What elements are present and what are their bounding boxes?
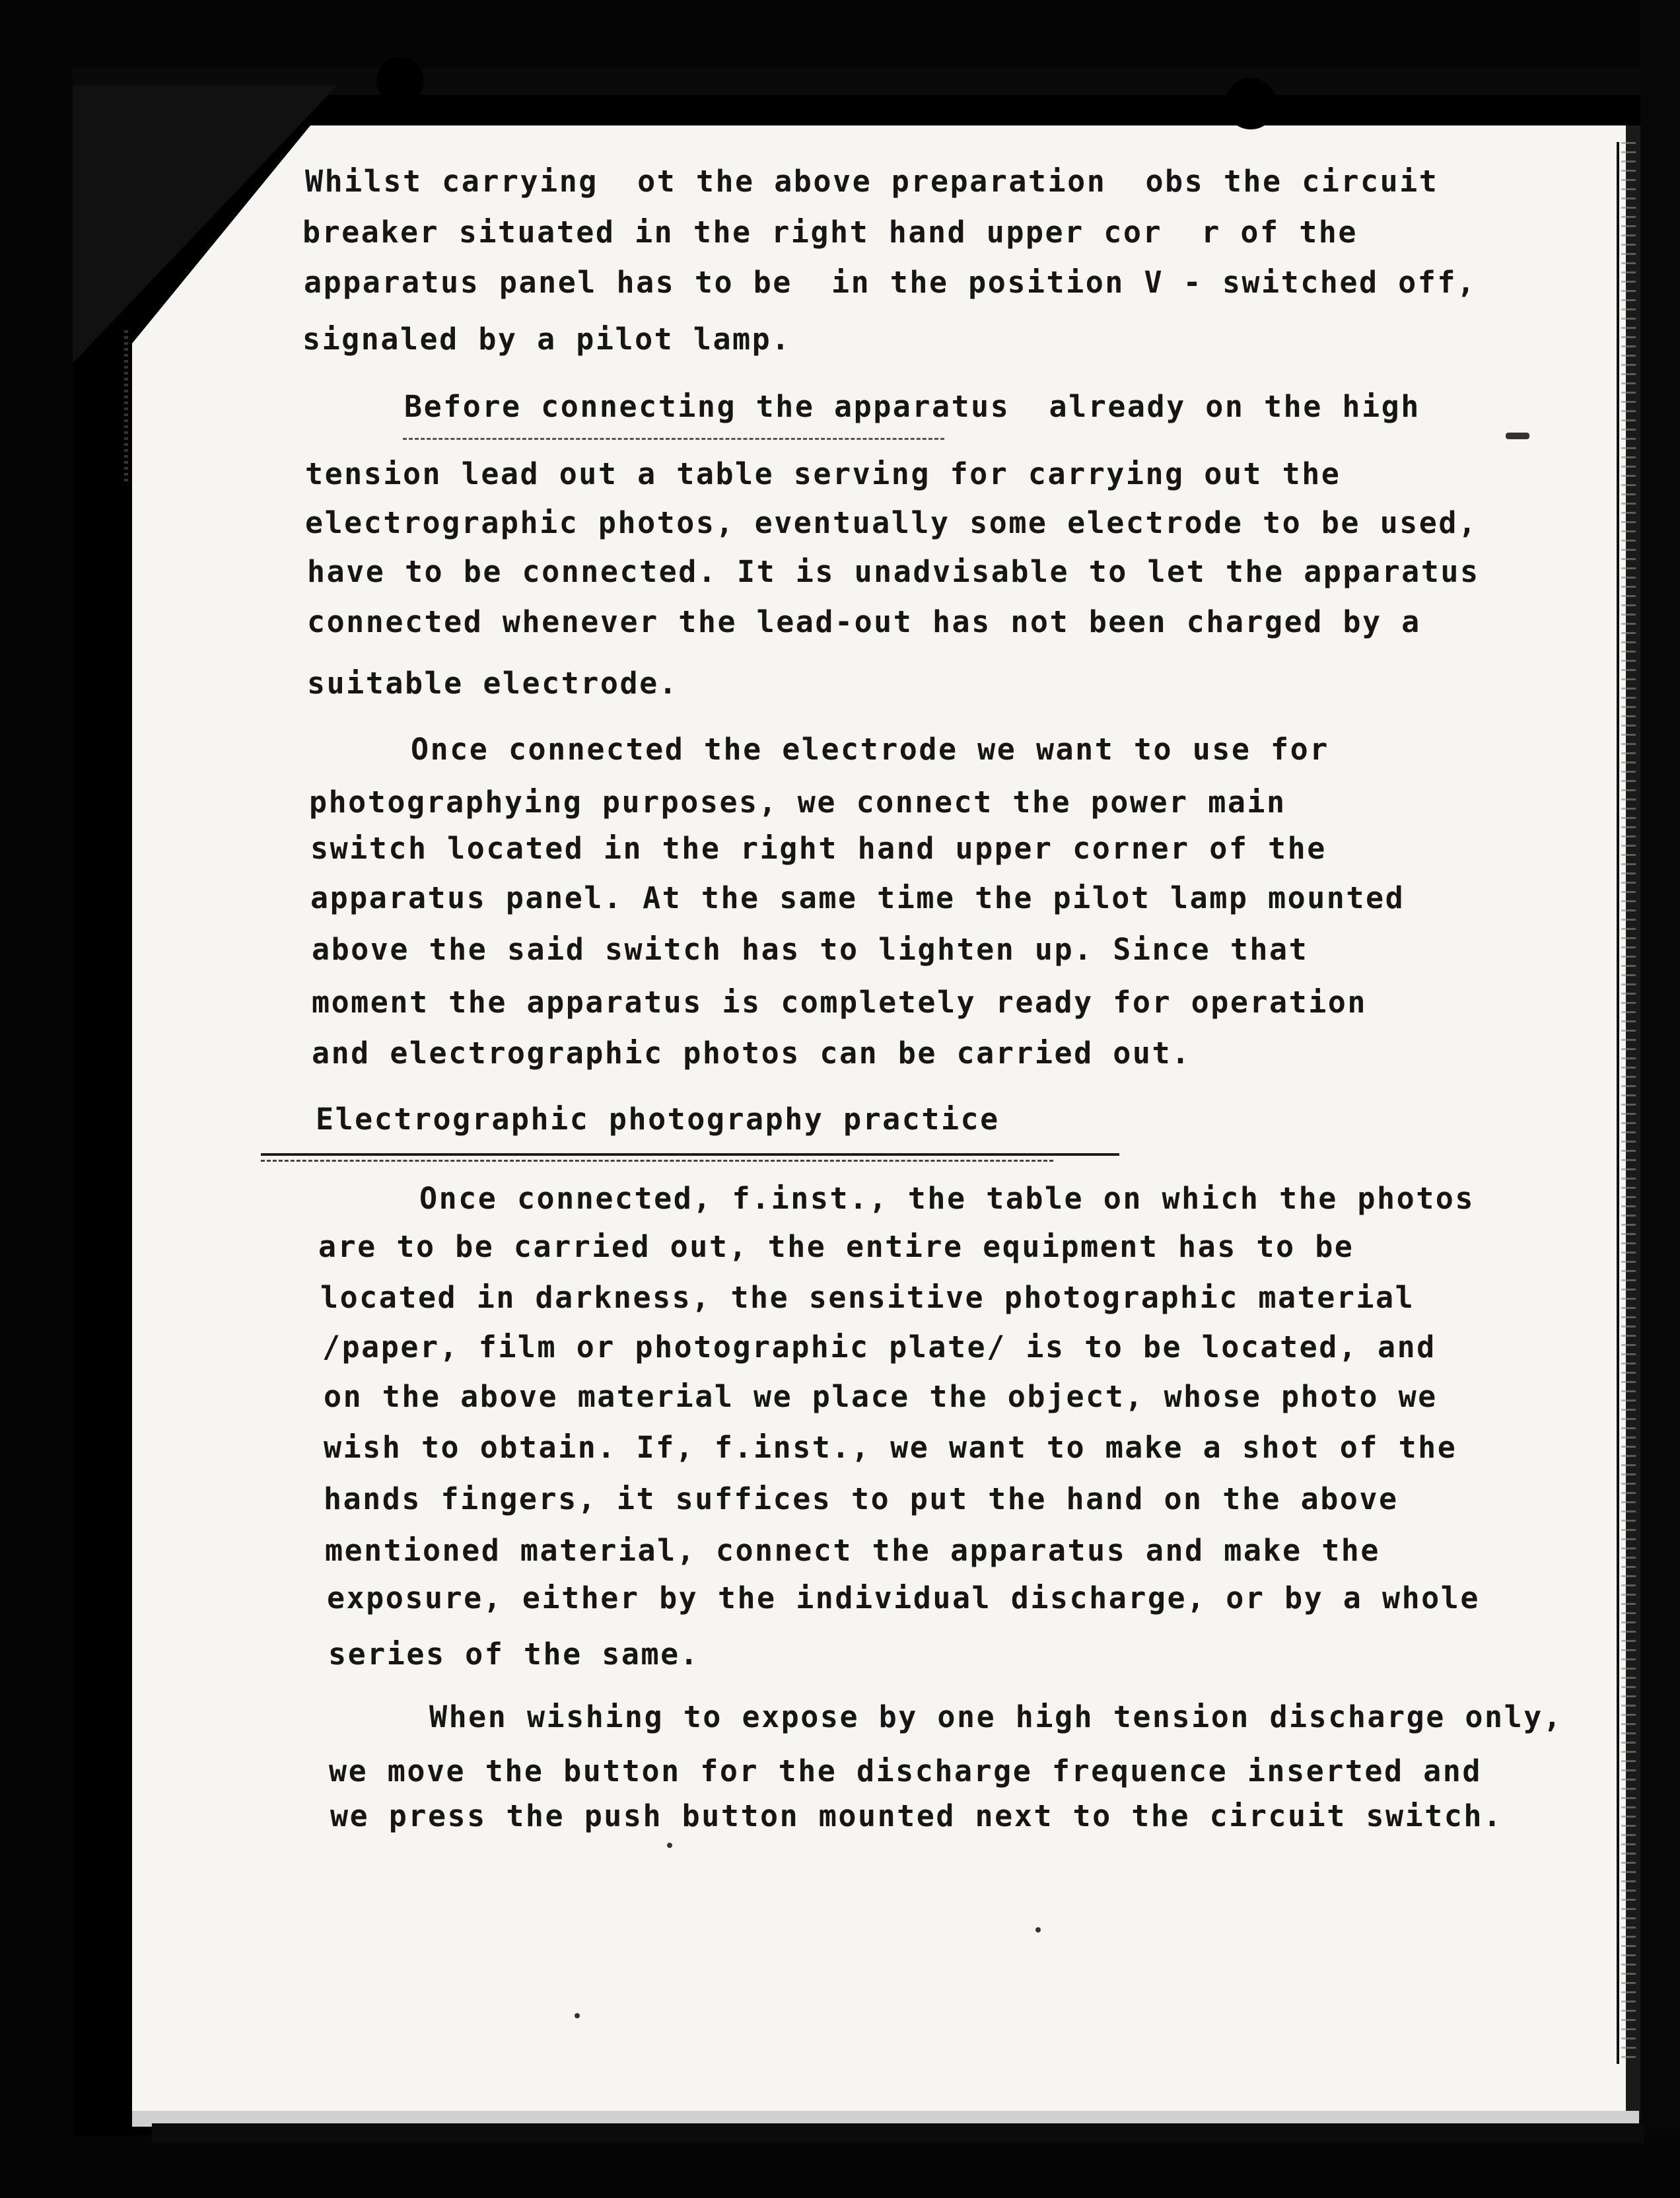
paragraph-5-line-4: /paper, film or photographic plate/ is to be located, and	[322, 1329, 1436, 1365]
paragraph-5-line-9: exposure, either by the individual discharge, or by a whole	[327, 1580, 1480, 1615]
paragraph-3-line-2: photographying purposes, we connect the power main	[309, 785, 1286, 820]
paragraph-3-line-1: Once connected the electrode we want to use for	[411, 732, 1329, 767]
section-heading-underline	[261, 1153, 1119, 1156]
paragraph-3-line-6: moment the apparatus is completely ready for operation	[312, 985, 1367, 1020]
paragraph-5-line-10: series of the same.	[328, 1637, 700, 1672]
paragraph-1-line-2: breaker situated in the right hand upper cor r of the	[302, 215, 1358, 250]
scan-speck	[667, 1843, 672, 1848]
paragraph-2-line-2: tension lead out a table serving for carrying out the	[305, 456, 1341, 491]
paragraph-5-line-5: on the above material we place the object, whose photo we	[324, 1379, 1438, 1414]
paragraph-1-line-1: Whilst carrying ot the above preparation obs the circuit	[305, 164, 1439, 199]
paragraph-6-line-2: we move the button for the discharge frequence inserted and	[329, 1754, 1482, 1789]
paragraph-3-line-4: apparatus panel. At the same time the pilot lamp mounted	[310, 880, 1405, 915]
paragraph-3-line-5: above the said switch has to lighten up. Since that	[312, 932, 1309, 967]
paragraph-6-line-3: we press the push button mounted next to the circuit switch.	[330, 1798, 1503, 1833]
section-heading: Electrographic photography practice	[316, 1102, 1000, 1137]
paragraph-3-line-7: and electrographic photos can be carried out.	[312, 1036, 1191, 1071]
paragraph-2-line-3: electrographic photos, eventually some electrode to be used,	[305, 505, 1478, 540]
scan-speck	[1506, 433, 1529, 439]
paragraph-3-line-3: switch located in the right hand upper corner of the	[310, 831, 1327, 866]
paragraph-2-line-6: suitable electrode.	[307, 666, 679, 701]
paragraph-5-line-1: Once connected, f.inst., the table on which the photos	[419, 1181, 1475, 1216]
paragraph-5-line-8: mentioned material, connect the apparatus and make the	[325, 1533, 1380, 1568]
paragraph-1-line-4: signaled by a pilot lamp.	[302, 322, 791, 357]
scan-speck	[575, 2013, 580, 2018]
paragraph-1-line-3: apparatus panel has to be in the position V - switched off,	[304, 265, 1477, 300]
paragraph-5-line-6: wish to obtain. If, f.inst., we want to make a shot of the	[324, 1430, 1457, 1465]
paragraph-2-line-1: Before connecting the apparatus already on the high	[404, 389, 1420, 424]
scan-speck	[1035, 1927, 1041, 1932]
paragraph-2-line-5: connected whenever the lead-out has not been charged by a	[307, 604, 1421, 639]
paragraph-2-line-4: have to be connected. It is unadvisable to let the apparatus	[307, 554, 1480, 589]
paragraph-2-underline	[403, 438, 944, 440]
paragraph-5-line-7: hands fingers, it suffices to put the hand on the above	[324, 1481, 1399, 1516]
paragraph-5-line-2: are to be carried out, the entire equipment has to be	[318, 1229, 1354, 1264]
section-heading-underline-dashed	[261, 1160, 1053, 1162]
paragraph-6-line-1: When wishing to expose by one high tension discharge only,	[429, 1699, 1563, 1734]
paragraph-5-line-3: located in darkness, the sensitive photographic material	[320, 1280, 1415, 1315]
